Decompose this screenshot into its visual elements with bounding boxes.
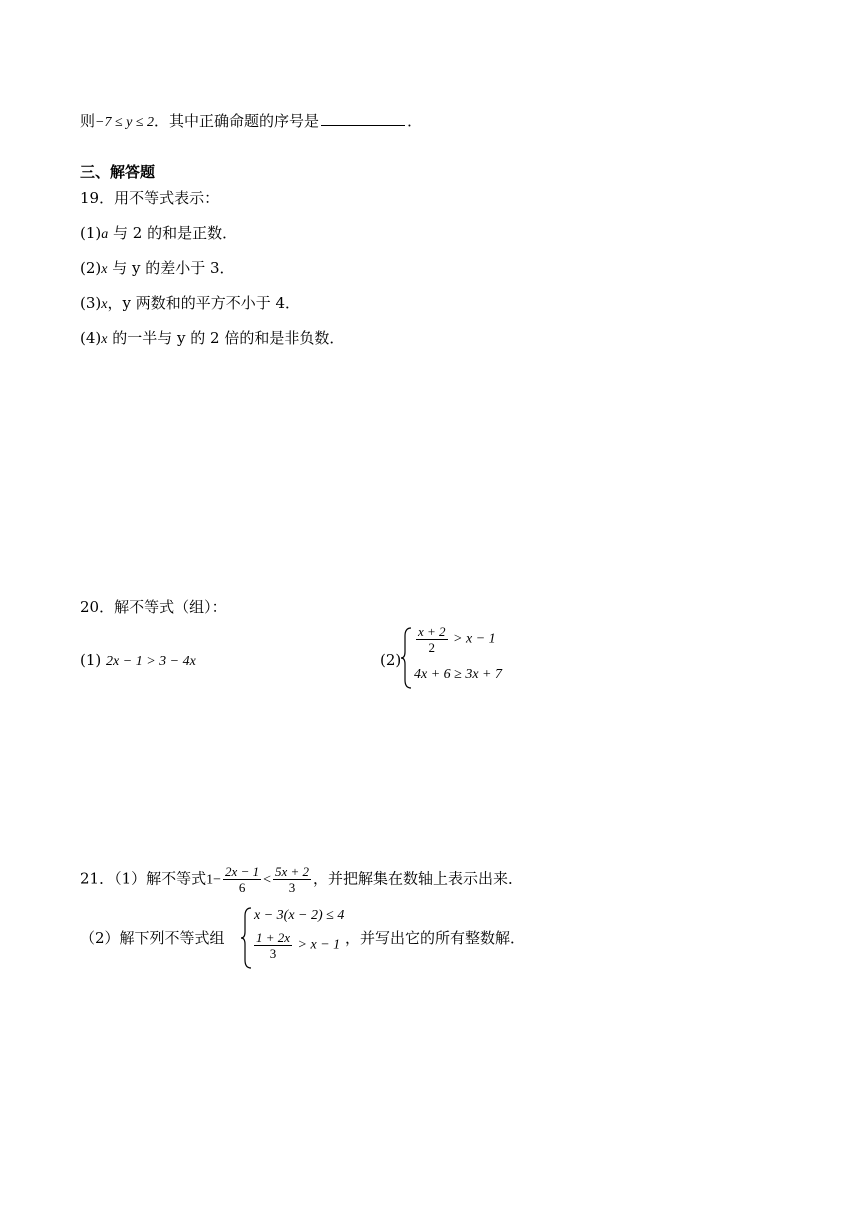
q20-part1 (80, 650, 196, 672)
q20-title: 20．解不等式（组）： (80, 598, 227, 616)
item-text: 的一半与 y 的 2 倍的和是非负数． (107, 329, 345, 347)
fraction-denominator: 2 (428, 640, 436, 655)
left-brace-icon (401, 626, 413, 690)
q19-item-4 (80, 328, 344, 350)
item-var: x (101, 332, 108, 347)
q21-part1-suffix: ，并把解集在数轴上表示出来． (313, 869, 524, 888)
fraction (273, 864, 311, 895)
q19-item-1 (80, 223, 237, 245)
q19-item-2 (80, 258, 235, 280)
inequality-rhs: > x − 1 (297, 937, 341, 953)
q19-title: 19．用不等式表示： (80, 189, 220, 207)
q21-part1 (80, 864, 523, 895)
q20-part2-line2: 4x + 6 ≥ 3x + 7 (414, 667, 503, 682)
q21-part2-line2 (252, 930, 340, 961)
fraction (254, 930, 292, 961)
q21-part1-lead: 1− (206, 872, 222, 888)
q21-part2-suffix: ，并写出它的所有整数解． (345, 929, 526, 947)
inequality-rhs: > x − 1 (453, 631, 496, 647)
q20-part2-line1 (414, 624, 496, 655)
section-title: 三、解答题 (80, 163, 156, 181)
fraction-numerator: 2x − 1 (225, 864, 260, 879)
fraction-denominator: 3 (269, 946, 277, 961)
item-var: x (101, 297, 108, 312)
q19-item-3 (80, 293, 300, 315)
item-number: (2) (80, 259, 102, 277)
fraction-numerator: 1 + 2x (256, 930, 291, 945)
fraction-numerator: x + 2 (418, 624, 446, 639)
fraction-denominator: 3 (288, 880, 296, 895)
item-number: (3) (80, 294, 102, 312)
item-text: ，y 两数和的平方不小于 4． (107, 294, 301, 312)
less-than-sign: < (263, 872, 271, 888)
item-var: a (101, 227, 109, 242)
fraction (416, 624, 448, 655)
top-line-text: ．其中正确命题的序号是 (154, 112, 320, 130)
q20-part1-label: (1) (80, 651, 102, 669)
q20-part2-label: (2) (380, 651, 402, 669)
fraction-denominator: 6 (238, 880, 246, 895)
item-number: (1) (80, 224, 102, 242)
q21-part1-prefix: 21．（1）解不等式 (80, 869, 207, 888)
item-var: x (101, 262, 108, 277)
q21-part2-line1: x − 3(x − 2) ≤ 4 (254, 908, 345, 923)
q21-part2-prefix: （2）解下列不等式组 (80, 929, 225, 947)
top-line (80, 111, 422, 133)
item-text: 与 y 的差小于 3． (107, 259, 235, 277)
fraction-numerator: 5x + 2 (275, 864, 310, 879)
top-line-expr: −7 ≤ y ≤ 2 (95, 115, 155, 130)
top-line-end: ． (407, 112, 423, 130)
item-text: 与 2 的和是正数． (108, 224, 238, 242)
fraction (223, 864, 261, 895)
top-line-prefix: 则 (80, 112, 96, 130)
q20-part1-expr: 2x − 1 > 3 − 4x (106, 654, 196, 669)
answer-blank[interactable] (321, 111, 405, 126)
item-number: (4) (80, 329, 102, 347)
